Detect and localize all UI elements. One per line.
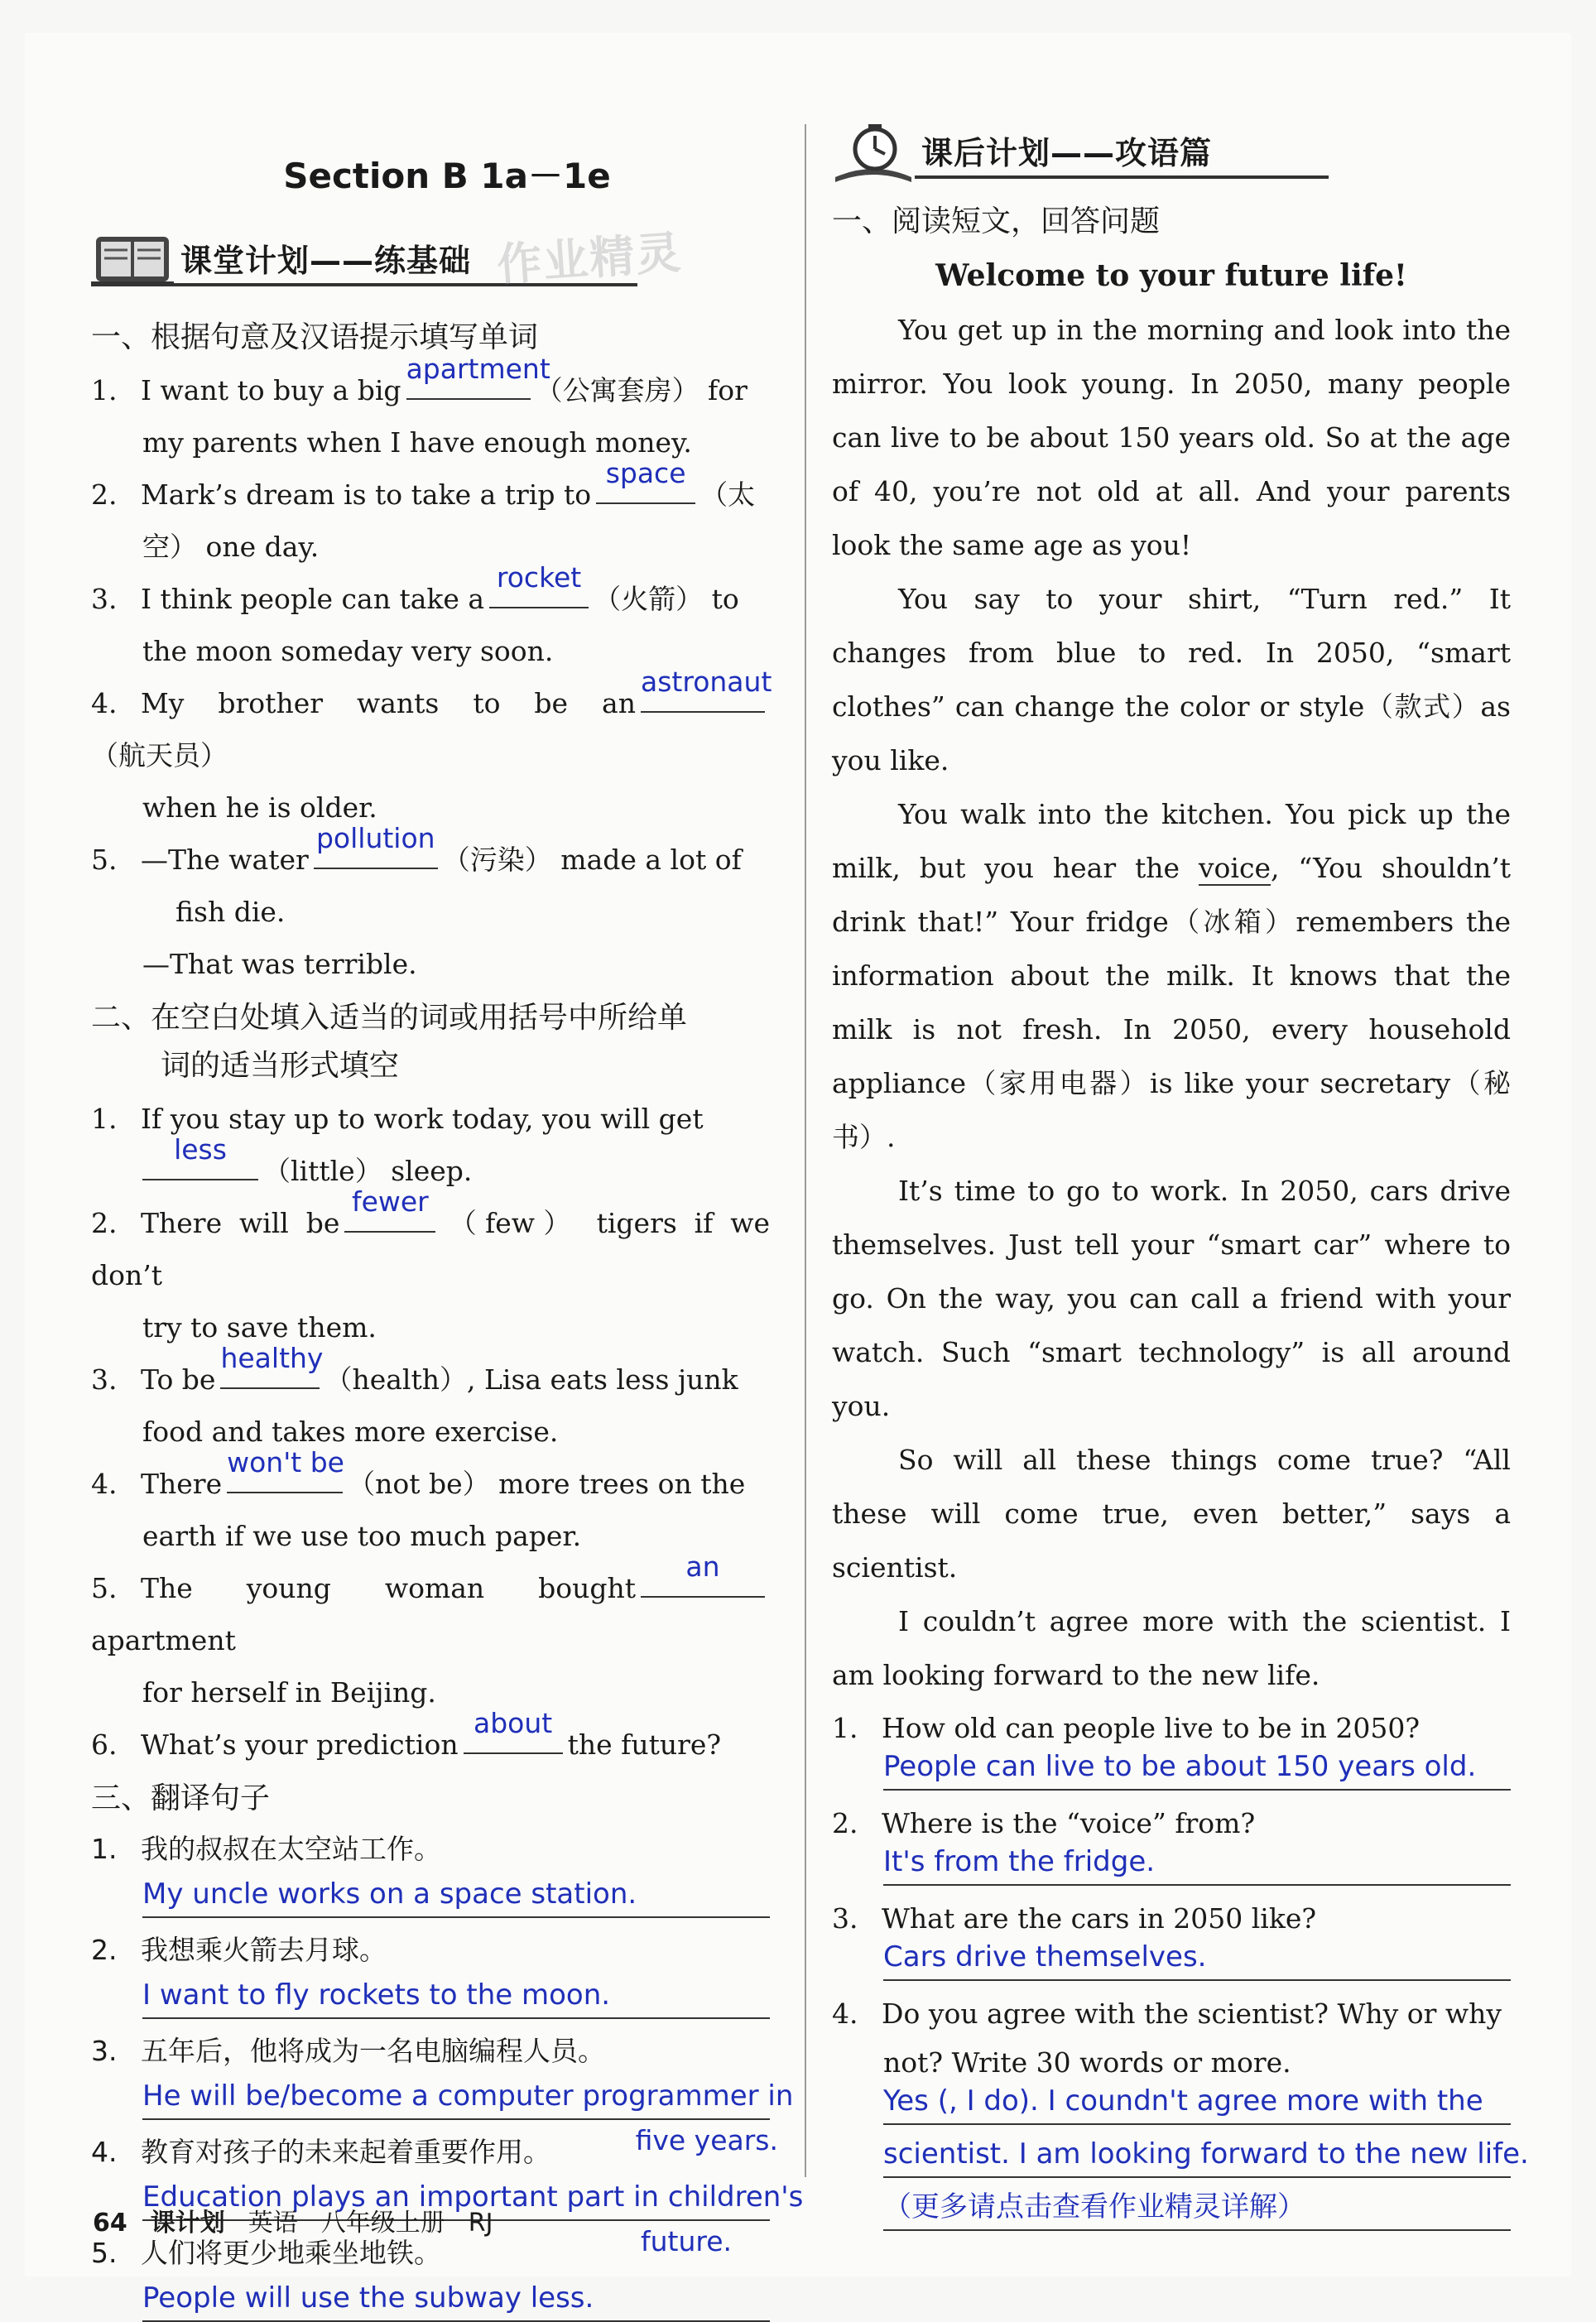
banner-underline — [915, 175, 1329, 179]
banner-title: 课后计划——攻语篇 — [921, 135, 1213, 171]
paragraph-1: You get up in the morning and look into the mirror. You look young. In 2050, many people can live to be about 150 years old. So at the age of 40, you’re not old at all. And your parents look the same age as you! — [832, 314, 1511, 561]
item-continuation: —That was terrible. — [142, 948, 417, 980]
passage-title: Welcome to your future life! — [935, 258, 1407, 293]
item-continuation: my parents when I have enough money. — [142, 426, 692, 459]
paragraph-5: So will all these things come true? “All these will come true, even better,” says a scientist. — [832, 1444, 1511, 1584]
class-plan-banner — [91, 226, 770, 296]
part1-item-4: 4. My brother wants to be an astronaut （航天员） — [91, 666, 772, 772]
item-continuation: the moon someday very soon. — [142, 635, 554, 667]
item-continuation: less （little） sleep. — [91, 1145, 770, 1197]
translation-answer-4[interactable]: Education plays an important part in children's — [142, 2176, 770, 2221]
translation-answer-1[interactable]: My uncle works on a space station. — [142, 1873, 770, 1918]
paragraph-2: You say to your shirt, “Turn red.” It changes from blue to red. In 2050, “smart clothes” can change the color or style（款式）as you like. — [832, 583, 1511, 776]
subject: 英语 — [248, 2209, 298, 2238]
answer-blank[interactable]: about — [464, 1724, 563, 1754]
part2-item-2: 2. There will be fewer （few） tigers if we don’t — [91, 1185, 771, 1291]
paragraph-4: It’s time to go to work. In 2050, cars drive themselves. Just tell your “smart car” where to go. On the way, you can call a friend with your watch. Such “smart technology” is all around you. — [832, 1175, 1511, 1422]
part1-item-2: 2. Mark’s dream is to take a trip to space （太 — [91, 457, 756, 511]
part1-item-1: 1. I want to buy a big apartment （公寓套房） for — [91, 353, 748, 406]
part1-item-5: 5. —The water pollution （污染） made a lot of — [91, 822, 742, 876]
question-1: 1. How old can people live to be in 2050? — [832, 1712, 1421, 1744]
item-continuation: food and takes more exercise. — [142, 1416, 559, 1448]
part2-title: 二、在空白处填入适当的词或用括号中所给单 — [91, 1001, 688, 1035]
answer-blank[interactable]: healthy — [220, 1359, 320, 1389]
book-icon — [91, 232, 174, 291]
item-continuation: 空） one day. — [142, 531, 320, 563]
item-continuation: when he is older. — [142, 791, 377, 824]
part2-item-1: 1. If you stay up to work today, you will get — [91, 1103, 704, 1135]
edition: RJ — [468, 2209, 493, 2238]
part2-item-4: 4. There won't be （not be） more trees on the — [91, 1446, 746, 1500]
part2-item-5: 5. The young woman bought an apartment — [91, 1562, 770, 1666]
question-3: 3. What are the cars in 2050 like? — [832, 1902, 1317, 1935]
answer-tail: five years. — [635, 2124, 778, 2156]
translation-item-4: 4. 教育对孩子的未来起着重要作用。 five years. — [91, 2128, 770, 2176]
part1-title: 一、根据句意及汉语提示填写单词 — [91, 320, 539, 354]
translation-item-5: 5. 人们将更少地乘坐地铁。 future. — [91, 2229, 770, 2277]
part2-item-6: 6. What’s your prediction about the future? — [91, 1707, 722, 1761]
underlined-word: voice — [1198, 852, 1271, 884]
part1-item-3: 3. I think people can take a rocket （火箭） to — [91, 561, 739, 615]
question-2: 2. Where is the “voice” from? — [832, 1807, 1256, 1839]
item-continuation: try to save them. — [142, 1311, 377, 1344]
right-column — [832, 124, 1529, 2231]
answer-blank[interactable]: less — [142, 1151, 258, 1180]
question-answer-4-line1[interactable]: Yes (, I do). I coundn't agree more with the — [883, 2080, 1511, 2125]
reading-part-title: 一、阅读短文，回答问题 — [832, 204, 1161, 238]
translation-answer-2[interactable]: I want to fly rockets to the moon. — [142, 1974, 770, 2019]
answer-blank[interactable]: an — [641, 1568, 765, 1598]
translation-item-2: 2. 我想乘火箭去月球。 — [91, 1934, 387, 1966]
watermark: 作业精灵 — [495, 226, 685, 291]
question-4: 4. Do you agree with the scientist? Why or why — [832, 1997, 1502, 2030]
answer-blank[interactable]: apartment — [406, 370, 531, 400]
after-class-banner — [832, 124, 1511, 189]
left-column — [91, 149, 804, 2322]
translation-item-3: 3. 五年后，他将成为一名电脑编程人员。 — [91, 2035, 605, 2067]
question-4-continuation: not? Write 30 words or more. — [883, 2046, 1291, 2079]
clock-book-icon — [832, 124, 915, 184]
answer-blank[interactable]: space — [596, 474, 695, 504]
item-continuation: fish die. — [175, 896, 286, 928]
page-number: 64 — [93, 2209, 127, 2238]
question-answer-3[interactable]: Cars drive themselves. — [883, 1936, 1511, 1981]
section-title: Section B 1a－1e — [283, 156, 611, 196]
item-continuation: for herself in Beijing. — [142, 1676, 436, 1709]
question-answer-2[interactable]: It's from the fridge. — [883, 1841, 1511, 1886]
translation-answer-3[interactable]: He will be/become a computer programmer in — [142, 2075, 770, 2120]
paragraph-6: I couldn’t agree more with the scientist. I am looking forward to the new life. — [832, 1605, 1511, 1691]
answer-blank[interactable]: fewer — [344, 1203, 435, 1233]
grade: 八年级上册 — [320, 2209, 445, 2238]
translation-answer-5[interactable]: People will use the subway less. — [142, 2277, 770, 2322]
part2-title-line2: 词的适当形式填空 — [161, 1049, 400, 1083]
banner-title: 课堂计划——练基础 — [180, 243, 472, 279]
column-divider — [805, 124, 806, 2177]
answer-blank[interactable]: won't be — [227, 1464, 343, 1493]
question-answer-4-line2[interactable]: scientist. I am looking forward to the new life. — [883, 2133, 1511, 2178]
series-name: 课计划 — [150, 2209, 225, 2238]
answer-blank[interactable]: rocket — [489, 579, 589, 608]
item-continuation: earth if we use too much paper. — [142, 1520, 582, 1552]
question-answer-1[interactable]: People can live to be about 150 years old. — [883, 1746, 1511, 1791]
answer-blank[interactable]: pollution — [314, 839, 438, 869]
more-detail-link[interactable]: （更多请点击查看作业精灵详解） — [883, 2186, 1511, 2231]
translation-item-1: 1. 我的叔叔在太空站工作。 — [91, 1833, 441, 1865]
part2-item-3: 3. To be healthy （health）, Lisa eats less junk — [91, 1342, 738, 1396]
paragraph-3: You walk into the kitchen. You pick up the milk, but you hear the voice, “You shouldn’t drink that!” Your fridge（冰箱）remembers the information about the milk. It knows that the milk is not fresh. In 2050, every household appliance（家用电器）is like your secretary（秘书）. — [832, 798, 1511, 1153]
answer-blank[interactable]: astronaut — [641, 683, 765, 713]
part3-title: 三、翻译句子 — [91, 1781, 271, 1815]
answer-tail: future. — [640, 2225, 732, 2257]
page-footer — [93, 2202, 516, 2238]
